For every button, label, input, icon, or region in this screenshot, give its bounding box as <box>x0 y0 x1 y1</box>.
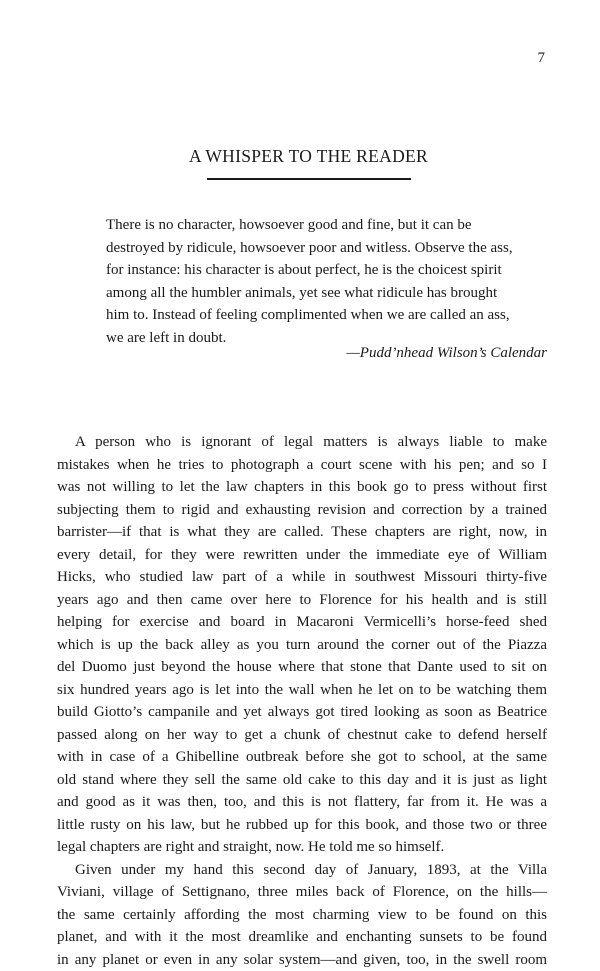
text-line: Given under my hand this second day of January, 1893, at the Villa <box>57 859 547 882</box>
paragraph-1 <box>57 431 547 859</box>
epigraph <box>106 214 566 350</box>
epigraph-line: him to. Instead of feeling complimented when we are called an ass, <box>106 304 566 327</box>
body-text <box>57 431 547 971</box>
text-line: passed along on her way to get a chunk of chestnut cake to defend herself <box>57 724 547 747</box>
text-line: mistakes when he tries to photograph a court scene with his pen; and so I <box>57 454 547 477</box>
text-line: the same certainly affording the most charming view to be found on this <box>57 904 547 927</box>
epigraph-line: There is no character, howsoever good and fine, but it can be <box>106 214 566 237</box>
text-line: Viviani, village of Settignano, three miles back of Florence, on the hills— <box>57 881 547 904</box>
text-line: years ago and then came over here to Florence for his health and is still <box>57 589 547 612</box>
text-line: and good as it was then, too, and this is not flattery, far from it. He was a <box>57 791 547 814</box>
epigraph-line: for instance: his character is about perfect, he is the choicest spirit <box>106 259 566 282</box>
text-line: build Giotto’s campanile and yet always got tired looking as soon as Beatrice <box>57 701 547 724</box>
text-line: planet, and with it the most dreamlike and enchanting sunsets to be found <box>57 926 547 949</box>
text-line: every detail, for they were rewritten under the immediate eye of William <box>57 544 547 567</box>
chapter-title: A WHISPER TO THE READER <box>0 145 600 167</box>
text-line: which is up the back alley as you turn around the corner out of the Piazza <box>57 634 547 657</box>
text-line: helping for exercise and board in Macaroni Vermicelli’s horse-feed shed <box>57 611 547 634</box>
paragraph-2 <box>57 859 547 971</box>
epigraph-line: destroyed by ridicule, howsoever poor and witless. Observe the ass, <box>106 237 566 260</box>
text-line: six hundred years ago is let into the wall when he let on to be watching them <box>57 679 547 702</box>
text-line: A person who is ignorant of legal matters is always liable to make <box>57 431 547 454</box>
title-underline-rule <box>207 178 411 180</box>
text-line: old stand where they sell the same old cake to this day and it is just as light <box>57 769 547 792</box>
epigraph-attribution: —Pudd’nhead Wilson’s Calendar <box>346 343 547 363</box>
text-line: with in case of a Ghibelline outbreak before she got to school, at the same <box>57 746 547 769</box>
text-line: in any planet or even in any solar system—and given, too, in the swell room <box>57 949 547 971</box>
text-line: little rusty on his law, but he rubbed up for this book, and those two or three <box>57 814 547 837</box>
epigraph-line: among all the humbler animals, yet see what ridicule has brought <box>106 282 566 305</box>
text-line: was not willing to let the law chapters in this book go to press without first <box>57 476 547 499</box>
text-line: barrister—if that is what they are called. These chapters are right, now, in <box>57 521 547 544</box>
epigraph-line: we are left in doubt. <box>106 327 566 350</box>
page-number: 7 <box>538 49 546 67</box>
text-line: del Duomo just beyond the house where that stone that Dante used to sit on <box>57 656 547 679</box>
text-line: subjecting them to rigid and exhausting revision and correction by a trained <box>57 499 547 522</box>
text-line: legal chapters are right and straight, now. He told me so himself. <box>57 836 547 859</box>
text-line: Hicks, who studied law part of a while in southwest Missouri thirty-five <box>57 566 547 589</box>
